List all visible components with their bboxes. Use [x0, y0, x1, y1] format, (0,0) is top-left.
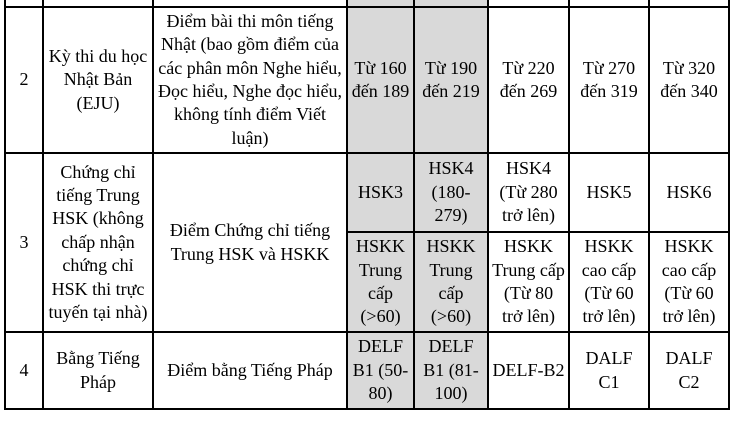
certificate-score-table — [4, 0, 730, 410]
cutoff-cell-level-5 — [649, 0, 729, 7]
level-cell: HSKK Trung cấp (>60) — [347, 232, 414, 332]
exam-name: Kỳ thi du học Nhật Bản (EJU) — [43, 7, 153, 153]
table-row-eju — [5, 7, 729, 153]
exam-description: Điểm bài thi môn tiếng Nhật (bao gồm điểm của các phân môn Nghe hiểu, Đọc hiểu, Nghe đọc hiểu, không tính điểm Viết luận) — [153, 7, 347, 153]
level-cell: HSKK cao cấp (Từ 60 trở lên) — [649, 232, 729, 332]
cutoff-cell-description — [153, 0, 347, 7]
level-cell: HSK4 (Từ 280 trở lên) — [488, 153, 569, 232]
exam-description: Điểm bằng Tiếng Pháp — [153, 332, 347, 409]
level-cell: HSK5 — [569, 153, 649, 232]
exam-name: Bằng Tiếng Pháp — [43, 332, 153, 409]
row-number: 4 — [5, 332, 43, 409]
cutoff-cell-level-2 — [414, 0, 488, 7]
cutoff-cell-no — [5, 0, 43, 7]
level-cell: HSKK Trung cấp (>60) — [414, 232, 488, 332]
exam-description: Điểm Chứng chỉ tiếng Trung HSK và HSKK — [153, 153, 347, 332]
level-cell: Từ 320 đến 340 — [649, 7, 729, 153]
table-row-french — [5, 332, 729, 409]
table-row-cutoff — [5, 0, 729, 7]
cutoff-cell-level-3 — [488, 0, 569, 7]
level-cell: DALF C2 — [649, 332, 729, 409]
cutoff-cell-level-4 — [569, 0, 649, 7]
level-cell: Từ 160 đến 189 — [347, 7, 414, 153]
level-cell: HSK6 — [649, 153, 729, 232]
row-number: 2 — [5, 7, 43, 153]
row-number: 3 — [5, 153, 43, 332]
level-cell: HSKK cao cấp (Từ 60 trở lên) — [569, 232, 649, 332]
cutoff-cell-name — [43, 0, 153, 7]
level-cell: HSK3 — [347, 153, 414, 232]
level-cell: DELF B1 (81-100) — [414, 332, 488, 409]
level-cell: Từ 220 đến 269 — [488, 7, 569, 153]
table-row-hsk — [5, 153, 729, 232]
exam-name: Chứng chỉ tiếng Trung HSK (không chấp nhận chứng chỉ HSK thi trực tuyến tại nhà) — [43, 153, 153, 332]
cutoff-cell-level-1 — [347, 0, 414, 7]
level-cell: DELF-B2 — [488, 332, 569, 409]
level-cell: Từ 270 đến 319 — [569, 7, 649, 153]
level-cell: HSKK Trung cấp (Từ 80 trở lên) — [488, 232, 569, 332]
level-cell: Từ 190 đến 219 — [414, 7, 488, 153]
level-cell: DELF B1 (50-80) — [347, 332, 414, 409]
level-cell: HSK4 (180-279) — [414, 153, 488, 232]
level-cell: DALF C1 — [569, 332, 649, 409]
